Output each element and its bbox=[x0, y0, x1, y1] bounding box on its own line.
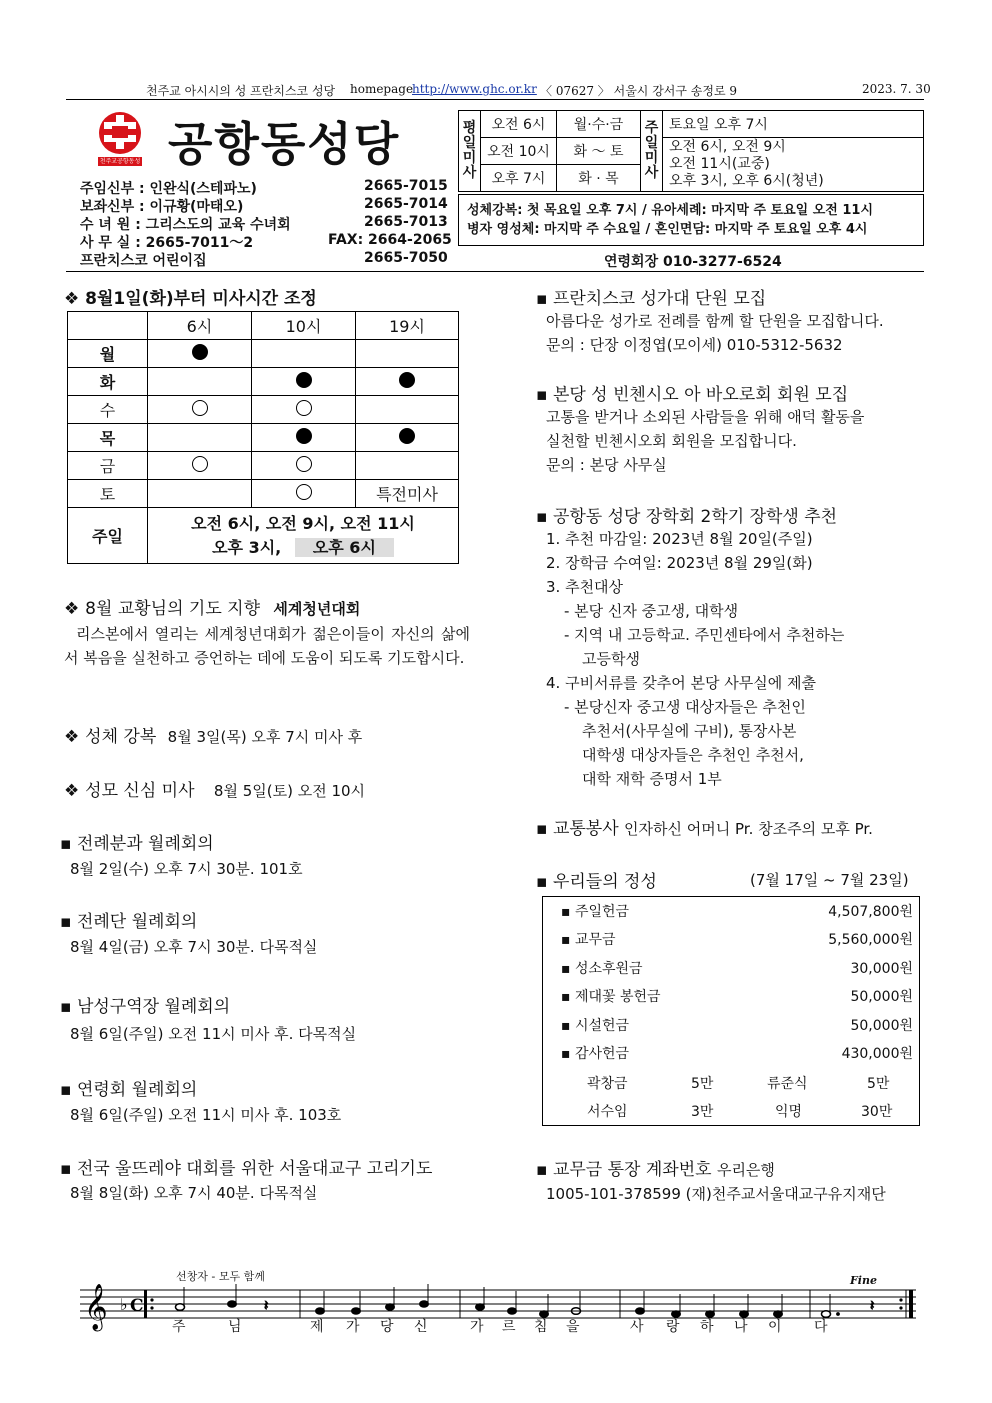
men-leaders-text: 8월 6일(주일) 오전 11시 미사 후. 다목적실 bbox=[70, 1025, 357, 1043]
donor-name: 익명 bbox=[775, 1104, 803, 1120]
filled-circle-icon bbox=[296, 428, 312, 444]
lyric-syllable: 나 bbox=[734, 1319, 748, 1335]
choir-title-text: 프란치스코 성가대 단원 모집 bbox=[552, 289, 767, 309]
schedule-day: 토 bbox=[68, 480, 148, 508]
lyric-syllable: 랑 bbox=[666, 1319, 680, 1335]
lyric-syllable: 다 bbox=[814, 1319, 828, 1335]
funeral-contact: 연령회장 010-3277-6524 bbox=[604, 254, 782, 270]
empty-circle-icon bbox=[296, 456, 312, 472]
scholarship-line: 대학 재학 증명서 1부 bbox=[582, 770, 722, 788]
traffic-text: 인자하신 어머니 Pr. 창조주의 모후 Pr. bbox=[624, 820, 873, 838]
lyric-syllable: 제 bbox=[310, 1319, 324, 1335]
schedule-row bbox=[68, 368, 459, 396]
scholarship-title bbox=[536, 502, 837, 527]
homepage-link[interactable]: http://www.ghc.or.kr bbox=[412, 82, 537, 96]
vigil-mass-note: 특전미사 bbox=[356, 480, 459, 508]
vincent-title bbox=[536, 380, 848, 405]
schedule-col-header: 6시 bbox=[148, 312, 252, 340]
svg-text:𝄽: 𝄽 bbox=[870, 1298, 875, 1314]
svg-text:𝄞: 𝄞 bbox=[84, 1284, 108, 1330]
lyric-syllable: 신 bbox=[414, 1319, 428, 1335]
offering-row bbox=[561, 982, 913, 1010]
offering-row bbox=[561, 1011, 913, 1039]
sunday-mass-line: 오전 6시, 오전 9시 bbox=[669, 139, 786, 155]
notice-line: 병자 영성체: 마지막 주 수요일 / 혼인면담: 마지막 주 토요일 오후 4시 bbox=[467, 222, 868, 237]
lyric-syllable: 주 bbox=[172, 1319, 186, 1335]
scholarship-line: 2. 장학금 수여일: 2023년 8월 29일(화) bbox=[546, 554, 813, 572]
funeral-society-title bbox=[60, 1075, 197, 1100]
offering-amount: 30,000원 bbox=[850, 961, 913, 977]
vincent-line: 실천할 빈첸시오회 회원을 모집합니다. bbox=[546, 432, 797, 450]
square-bullet-icon: ▪ bbox=[60, 997, 77, 1017]
staff-kindergarten: 프란치스코 어린이집 bbox=[80, 253, 207, 269]
diamond-bullet-icon: ❖ bbox=[64, 289, 86, 309]
donor-amount: 30만 bbox=[861, 1104, 893, 1120]
empty-circle-icon bbox=[296, 400, 312, 416]
staff-office-fax: FAX: 2664-2065 bbox=[328, 232, 452, 248]
filled-circle-icon bbox=[399, 428, 415, 444]
pope-intention-body: 리스본에서 열리는 세계청년대회가 젊은이들이 자신의 삶에서 복음을 실천하고 증언하는 데에 도움이 되도록 기도합시다. bbox=[64, 625, 470, 667]
funeral-society-text: 8월 6일(주일) 오전 11시 미사 후. 103호 bbox=[70, 1106, 342, 1124]
svg-text:♭: ♭ bbox=[120, 1295, 128, 1314]
marian-mass-title bbox=[64, 776, 365, 801]
scholarship-line: 1. 추천 마감일: 2023년 8월 20일(주일) bbox=[546, 530, 813, 548]
choir-line: 아름다운 성가로 전례를 함께 할 단원을 모집합니다. bbox=[546, 312, 884, 330]
weekday-time: 오전 6시 bbox=[481, 111, 557, 138]
scholarship-line: 4. 구비서류를 갖추어 본당 사무실에 제출 bbox=[546, 674, 816, 692]
schedule-row bbox=[68, 480, 459, 508]
marian-title-text: 성모 신심 미사 bbox=[85, 781, 195, 801]
benediction-text: 8월 3일(목) 오후 7시 미사 후 bbox=[167, 728, 363, 746]
weekday-days: 화 ～ 토 bbox=[557, 138, 641, 165]
men-title-text: 남성구역장 월례회의 bbox=[76, 997, 231, 1017]
homepage-label: homepage bbox=[350, 82, 414, 96]
square-bullet-icon: ▪ bbox=[60, 834, 77, 854]
account-title bbox=[536, 1155, 775, 1180]
traffic-title-text: 교통봉사 bbox=[552, 819, 619, 839]
offering-name: ▪ 시설헌금 bbox=[561, 1018, 630, 1034]
donor-amount: 5만 bbox=[691, 1076, 714, 1092]
gift-row bbox=[561, 1097, 913, 1125]
pope-subtitle: 세계청년대회 bbox=[273, 600, 361, 618]
offering-name: ▪ 감사헌금 bbox=[561, 1046, 630, 1062]
logo-caption: 천주교공항동성당 bbox=[99, 158, 141, 174]
offering-row bbox=[561, 925, 913, 953]
altar-title-text: 전례단 월례회의 bbox=[76, 912, 198, 932]
schedule-col-header: 19시 bbox=[356, 312, 459, 340]
empty-circle-icon bbox=[296, 484, 312, 500]
altar-text: 8월 4일(금) 오후 7시 30분. 다목적실 bbox=[70, 938, 318, 956]
schedule-row bbox=[68, 340, 459, 368]
scholarship-line: 대학생 대상자들은 추천인 추천서, bbox=[582, 746, 804, 764]
lyric-syllable: 사 bbox=[630, 1319, 644, 1335]
offering-amount: 50,000원 bbox=[850, 989, 913, 1005]
square-bullet-icon: ▪ bbox=[536, 1160, 553, 1180]
staff-office: 사 무 실 : 2665-7011～2 bbox=[80, 235, 254, 251]
offering-amount: 4,507,800원 bbox=[828, 904, 913, 920]
parish-logo bbox=[96, 110, 144, 174]
account-bank: 우리은행 bbox=[716, 1161, 775, 1179]
header-rule bbox=[66, 99, 924, 100]
scholarship-line: 3. 추천대상 bbox=[546, 578, 624, 596]
donor-name: 곽창금 bbox=[587, 1076, 628, 1092]
diamond-bullet-icon: ❖ bbox=[64, 599, 86, 619]
youth-mass-highlight: 오후 6시 bbox=[295, 538, 394, 557]
offering-title bbox=[536, 867, 657, 892]
square-bullet-icon: ▪ bbox=[536, 507, 553, 527]
donor-name: 서수임 bbox=[587, 1104, 628, 1120]
offering-period: (7월 17일 ~ 7월 23일) bbox=[750, 871, 909, 889]
offering-amount: 50,000원 bbox=[850, 1018, 913, 1034]
schedule-sunday-label: 주일 bbox=[68, 508, 148, 564]
scholarship-line: 고등학생 bbox=[582, 650, 640, 668]
sunday-mass-line: 오전 11시(교중) bbox=[669, 156, 770, 172]
altar-title bbox=[60, 907, 197, 932]
schedule-day: 화 bbox=[68, 368, 148, 396]
schedule-table bbox=[67, 311, 459, 564]
notice-line: 성체강복: 첫 목요일 오후 7시 / 유아세례: 마지막 주 토요일 오전 11시 bbox=[467, 203, 874, 218]
staff-assistant: 보좌신부 : 이규황(마태오) bbox=[80, 199, 244, 215]
scholarship-line: - 본당신자 중고생 대상자들은 추천인 bbox=[564, 698, 806, 716]
lyrics bbox=[170, 1316, 850, 1336]
schedule-sunday-line: 오전 6시, 오전 9시, 오전 11시 bbox=[191, 513, 415, 533]
account-number: 1005-101-378599 (재)천주교서울대교구유지재단 bbox=[546, 1185, 886, 1203]
gift-row bbox=[561, 1069, 913, 1097]
lyric-syllable: 당 bbox=[380, 1319, 394, 1335]
schedule-day: 금 bbox=[68, 452, 148, 480]
ultreya-text: 8월 8일(화) 오후 7시 40분. 다목적실 bbox=[70, 1184, 318, 1202]
offering-name: ▪ 주일헌금 bbox=[561, 904, 630, 920]
offering-amount: 5,560,000원 bbox=[828, 932, 913, 948]
vincent-line: 고통을 받거나 소외된 사람들을 위해 애덕 활동을 bbox=[546, 408, 865, 426]
donor-amount: 5만 bbox=[867, 1076, 890, 1092]
empty-circle-icon bbox=[192, 456, 208, 472]
filled-circle-icon bbox=[192, 344, 208, 360]
weekday-time: 오후 7시 bbox=[481, 165, 557, 192]
diamond-bullet-icon: ❖ bbox=[64, 781, 86, 801]
staff-pastor: 주임신부 : 인완식(스테파노) bbox=[80, 181, 257, 197]
ultreya-title bbox=[60, 1154, 432, 1179]
filled-circle-icon bbox=[296, 372, 312, 388]
donor-amount: 3만 bbox=[691, 1104, 714, 1120]
schedule-day: 수 bbox=[68, 396, 148, 424]
diamond-bullet-icon: ❖ bbox=[64, 727, 86, 747]
schedule-row bbox=[68, 424, 459, 452]
staff-kindergarten-phone: 2665-7050 bbox=[364, 250, 448, 266]
parish-title: 공항동성당 bbox=[168, 117, 401, 171]
saturday-mass: 토요일 오후 7시 bbox=[663, 111, 924, 138]
lyric-syllable: 하 bbox=[700, 1319, 714, 1335]
funeral-title-text: 연령회 월례회의 bbox=[76, 1080, 198, 1100]
lyric-syllable: 이 bbox=[768, 1319, 782, 1335]
scholarship-title-text: 공항동 성당 장학회 2학기 장학생 추천 bbox=[552, 507, 838, 527]
weekday-days: 월·수·금 bbox=[557, 111, 641, 138]
staff-assistant-phone: 2665-7014 bbox=[364, 196, 448, 212]
account-title-text: 교무금 통장 계좌번호 bbox=[552, 1160, 712, 1180]
choir-line: 문의 : 단장 이정엽(모이세) 010-5312-5632 bbox=[546, 336, 843, 354]
offering-name: ▪ 교무금 bbox=[561, 932, 616, 948]
lyric-syllable: 침 bbox=[534, 1319, 548, 1335]
fine-mark: Fine bbox=[850, 1274, 877, 1287]
weekday-mass-label: 평 일 미 사 bbox=[459, 111, 481, 192]
schedule-corner bbox=[68, 312, 148, 340]
mass-times-table bbox=[458, 110, 924, 192]
square-bullet-icon: ▪ bbox=[60, 1159, 77, 1179]
offering-name: ▪ 제대꽃 봉헌금 bbox=[561, 989, 661, 1005]
offering-amount: 430,000원 bbox=[841, 1046, 913, 1062]
schedule-title bbox=[64, 284, 317, 309]
issue-date: 2023. 7. 30 bbox=[862, 82, 931, 96]
traffic-title bbox=[536, 814, 873, 839]
schedule-title-text: 8월1일(화)부터 미사시간 조정 bbox=[85, 289, 317, 309]
schedule-day: 월 bbox=[68, 340, 148, 368]
vincent-line: 문의 : 본당 사무실 bbox=[546, 456, 667, 474]
sunday-mass-label: 주 일 미 사 bbox=[641, 111, 663, 192]
staff-convent: 수 녀 원 : 그리스도의 교육 수녀회 bbox=[80, 217, 291, 233]
liturgy-title bbox=[60, 829, 214, 854]
svg-text:C: C bbox=[130, 1296, 144, 1316]
svg-text:𝄽: 𝄽 bbox=[264, 1298, 269, 1314]
empty-circle-icon bbox=[192, 400, 208, 416]
choir-title bbox=[536, 284, 766, 309]
lyric-syllable: 가 bbox=[470, 1319, 484, 1335]
liturgy-title-text: 전례분과 월례회의 bbox=[76, 834, 214, 854]
liturgy-text: 8월 2일(수) 오후 7시 30분. 101호 bbox=[70, 860, 303, 878]
square-bullet-icon: ▪ bbox=[60, 1080, 77, 1100]
offering-box bbox=[542, 896, 920, 1126]
pope-intention-title bbox=[64, 594, 360, 619]
men-leaders-title bbox=[60, 992, 230, 1017]
offering-row bbox=[561, 1039, 913, 1067]
lyric-syllable: 가 bbox=[346, 1319, 360, 1335]
lyric-syllable: 님 bbox=[228, 1319, 242, 1335]
lyric-syllable: 을 bbox=[566, 1319, 580, 1335]
square-bullet-icon: ▪ bbox=[536, 872, 553, 892]
pope-title-text: 8월 교황님의 기도 지향 bbox=[85, 599, 260, 619]
address: 〈 07627 〉 서울시 강서구 송정로 9 bbox=[540, 84, 738, 98]
donor-name: 류준식 bbox=[767, 1076, 808, 1092]
scholarship-line: - 지역 내 고등학교. 주민센타에서 추천하는 bbox=[564, 626, 845, 644]
header-bottom-rule bbox=[66, 271, 924, 272]
schedule-day: 목 bbox=[68, 424, 148, 452]
vincent-title-text: 본당 성 빈첸시오 아 바오로회 회원 모집 bbox=[552, 385, 849, 405]
music-caption: 선창자 - 모두 함께 bbox=[176, 1270, 265, 1283]
square-bullet-icon: ▪ bbox=[536, 385, 553, 405]
benediction-title bbox=[64, 722, 362, 747]
staff-convent-phone: 2665-7013 bbox=[364, 214, 448, 230]
weekday-days: 화 · 목 bbox=[557, 165, 641, 192]
schedule-row bbox=[68, 452, 459, 480]
diocese-line: 천주교 아시시의 성 프란치스코 성당 bbox=[146, 84, 336, 98]
square-bullet-icon: ▪ bbox=[60, 912, 77, 932]
scholarship-line: 추천서(사무실에 구비), 통장사본 bbox=[582, 722, 797, 740]
schedule-sunday-line: 오후 3시, bbox=[212, 537, 282, 557]
schedule-row bbox=[68, 396, 459, 424]
square-bullet-icon: ▪ bbox=[536, 819, 553, 839]
schedule-col-header: 10시 bbox=[252, 312, 356, 340]
offering-name: ▪ 성소후원금 bbox=[561, 961, 643, 977]
sunday-mass-line: 오후 3시, 오후 6시(청년) bbox=[669, 173, 824, 189]
scholarship-line: - 본당 신자 중고생, 대학생 bbox=[564, 602, 739, 620]
marian-text: 8월 5일(토) 오전 10시 bbox=[213, 782, 366, 800]
lyric-syllable: 르 bbox=[502, 1319, 516, 1335]
weekday-time: 오전 10시 bbox=[481, 138, 557, 165]
ultreya-title-text: 전국 울뜨레야 대회를 위한 서울대교구 고리기도 bbox=[76, 1159, 433, 1179]
staff-pastor-phone: 2665-7015 bbox=[364, 178, 448, 194]
benediction-title-text: 성체 강복 bbox=[85, 727, 157, 747]
notice-box bbox=[458, 194, 924, 246]
filled-circle-icon bbox=[399, 372, 415, 388]
offering-title-text: 우리들의 정성 bbox=[552, 872, 657, 892]
offering-row bbox=[561, 954, 913, 982]
offering-row bbox=[561, 897, 913, 925]
square-bullet-icon: ▪ bbox=[536, 289, 553, 309]
